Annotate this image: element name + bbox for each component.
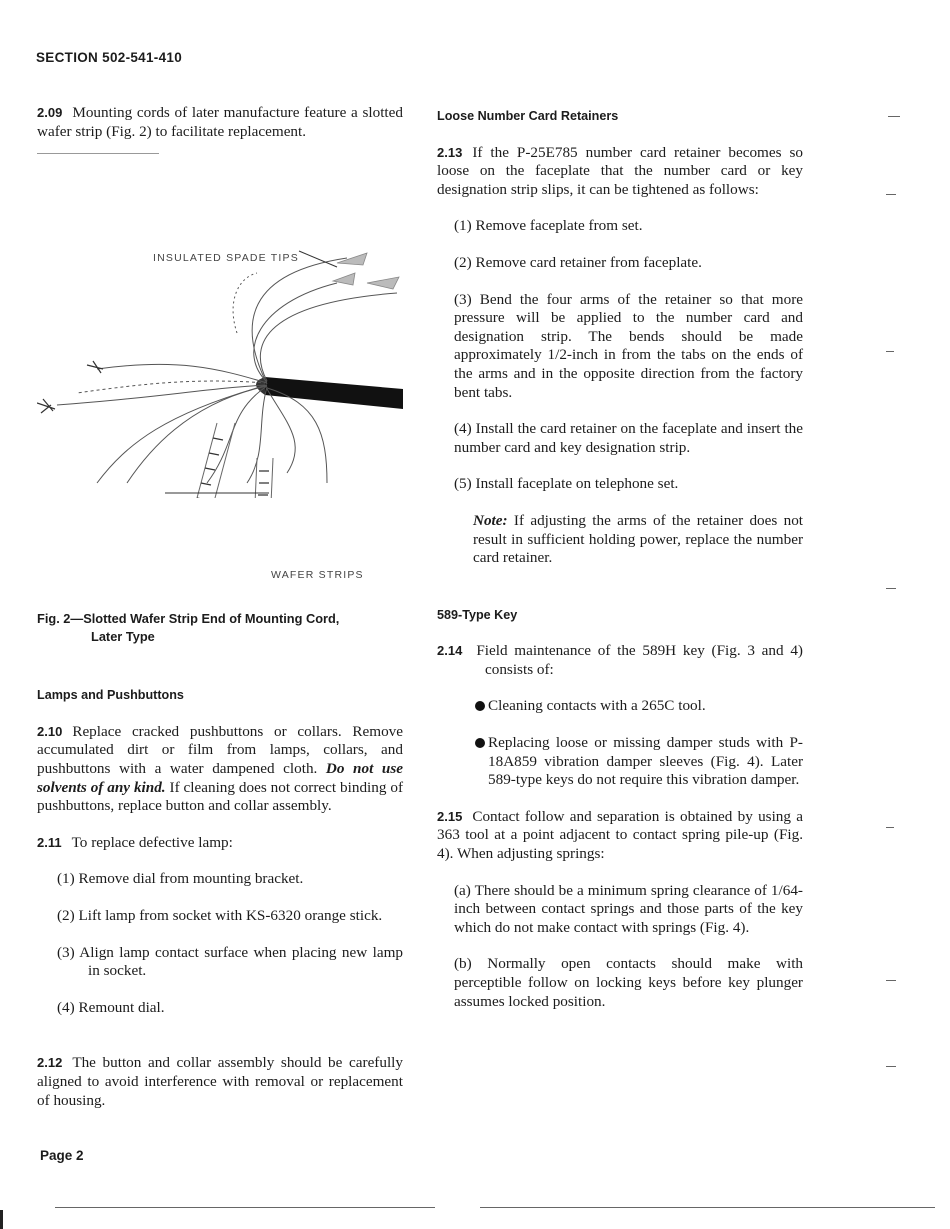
list-item: [475, 734, 803, 790]
step-letter: (a): [454, 881, 471, 899]
margin-mark: [886, 827, 894, 828]
figure-2-mounting-cord: [37, 153, 403, 582]
page-number: Page 2: [40, 1148, 84, 1163]
paragraph-number: 2.11: [37, 834, 62, 850]
paragraph-2-13: [437, 144, 803, 200]
margin-mark: [886, 194, 896, 195]
list-item: [57, 999, 403, 1018]
right-column: [437, 104, 803, 1011]
margin-mark: [886, 980, 896, 981]
step-text: There should be a minimum spring clearance of 1/64-inch between contact springs and those parts of the key which do not make contact with springs (Fig. 4).: [454, 881, 803, 936]
paragraph-text: Contact follow and separation is obtained by using a 363 tool at a point adjacent to contact spring pile-up (Fig. 4). When adjusting springs:: [437, 807, 803, 863]
step-text: Remove card retainer from faceplate.: [475, 253, 702, 271]
bottom-rule-right: [480, 1207, 935, 1208]
list-item: [57, 870, 403, 889]
list-item: [57, 944, 403, 981]
step-number: (4): [454, 420, 472, 438]
list-item: [475, 697, 803, 716]
figure-label-wafer-strips: WAFER STRIPS: [271, 569, 364, 582]
section-heading-loose-retainers: Loose Number Card Retainers: [437, 109, 619, 123]
step-text: Install the card retainer on the faceplate and insert the number card and key designation strip.: [454, 420, 804, 456]
paragraph-number: 2.13: [437, 144, 463, 160]
bottom-rule-left: [55, 1207, 435, 1208]
step-number: (3): [454, 290, 472, 308]
step-number: (5): [454, 475, 472, 493]
list-item: [454, 420, 803, 457]
spring-substeps-list: [454, 882, 803, 1012]
step-text: Bend the four arms of the retainer so that more pressure will be applied to the number card and designation strip. The bends should be made approximately 1/2-inch in from the tabs on the ends of the arms and in the opposite direction from the factory bent tabs.: [454, 290, 803, 401]
step-text: Lift lamp from socket with KS-6320 orange stick.: [78, 906, 383, 924]
figure-caption: Fig. 2—Slotted Wafer Strip End of Mounting Cord,: [37, 611, 340, 627]
paragraph-number: 2.09: [37, 105, 63, 120]
step-letter: (b): [454, 955, 472, 973]
mounting-cord-illustration: [37, 153, 403, 498]
step-text: Remove dial from mounting bracket.: [78, 870, 304, 888]
paragraph-2-12: [37, 1054, 403, 1110]
step-number: (2): [454, 253, 472, 271]
bullet-text: Cleaning contacts with a 265C tool.: [488, 697, 706, 715]
binding-mark: [0, 1210, 3, 1229]
paragraph-number: 2.15: [437, 808, 463, 824]
lamp-steps-list: [57, 870, 403, 1017]
paragraph-text: Replace cracked pushbuttons or collars. Remove accumulated dirt or film from lamps, collars, and pushbuttons with a water dampened cloth.: [37, 722, 403, 777]
section-heading-589-key: 589-Type Key: [437, 607, 518, 622]
step-number: (3): [57, 943, 75, 961]
paragraph-2-14: [437, 642, 803, 679]
step-text: Remove faceplate from set.: [475, 217, 643, 235]
paragraph-text: The button and collar assembly should be carefully aligned to avoid interference with removal or replacement of housing.: [37, 1054, 403, 1109]
bullet-text: Replacing loose or missing damper studs with P-18A859 vibration damper sleeves (Fig. 4). Later 589-type keys do not require this vibration damper.: [488, 734, 803, 789]
note: [473, 512, 803, 568]
note-label: Note:: [473, 511, 508, 529]
paragraph-number: 2.14: [437, 643, 463, 659]
step-text: Install faceplate on telephone set.: [475, 475, 679, 493]
figure-caption-line-2: Later Type: [91, 629, 155, 645]
list-item: [454, 217, 803, 236]
section-heading-lamps: Lamps and Pushbuttons: [37, 688, 184, 703]
bullet-icon: [475, 701, 485, 711]
step-text: Align lamp contact surface when placing new lamp in socket.: [79, 943, 403, 980]
paragraph-text-cont: If cleaning does not correct binding of pushbuttons, replace button and collar assembly.: [37, 778, 404, 815]
paragraph-2-10: [37, 723, 403, 816]
figure-label-spade-tips: INSULATED SPADE TIPS: [153, 252, 299, 265]
margin-mark: [888, 116, 900, 117]
step-number: (1): [57, 870, 75, 888]
list-item: [454, 955, 803, 1011]
note-text: If adjusting the arms of the retainer does not result in sufficient holding power, replace the number card retainer.: [473, 511, 804, 567]
list-item: [57, 907, 403, 926]
warning-text: Do not use solvents of any kind.: [37, 759, 403, 796]
margin-mark: [886, 588, 896, 589]
bullet-icon: [475, 738, 485, 748]
margin-mark: [886, 351, 894, 352]
section-header: SECTION 502-541-410: [36, 50, 183, 65]
paragraph-2-11: [37, 834, 403, 853]
left-column: [37, 104, 403, 1110]
retainer-steps-list: [454, 217, 803, 567]
step-text: Remount dial.: [78, 998, 165, 1016]
list-item: [454, 475, 803, 494]
list-item: [454, 882, 803, 938]
paragraph-text: To replace defective lamp:: [71, 833, 233, 851]
paragraph-2-15: [437, 808, 803, 864]
paragraph-text: Mounting cords of later manufacture feature a slotted wafer strip (Fig. 2) to facilitate replacement.: [37, 104, 403, 140]
paragraph-text: Field maintenance of the 589H key (Fig. 3 and 4) consists of:: [476, 642, 803, 678]
step-number: (4): [57, 998, 75, 1016]
margin-mark: [886, 1066, 896, 1067]
list-item: [454, 254, 803, 273]
step-number: (2): [57, 906, 75, 924]
paragraph-2-09: [37, 104, 403, 141]
step-number: (1): [454, 217, 472, 235]
paragraph-text: If the P-25E785 number card retainer becomes so loose on the faceplate that the number card or key designation strip slips, it can be tightened as follows:: [437, 143, 803, 198]
list-item: [454, 291, 803, 403]
paragraph-number: 2.10: [37, 723, 63, 739]
step-text: Normally open contacts should make with perceptible follow on locking keys before key plunger assumes locked position.: [454, 955, 804, 1010]
paragraph-number: 2.12: [37, 1055, 63, 1071]
